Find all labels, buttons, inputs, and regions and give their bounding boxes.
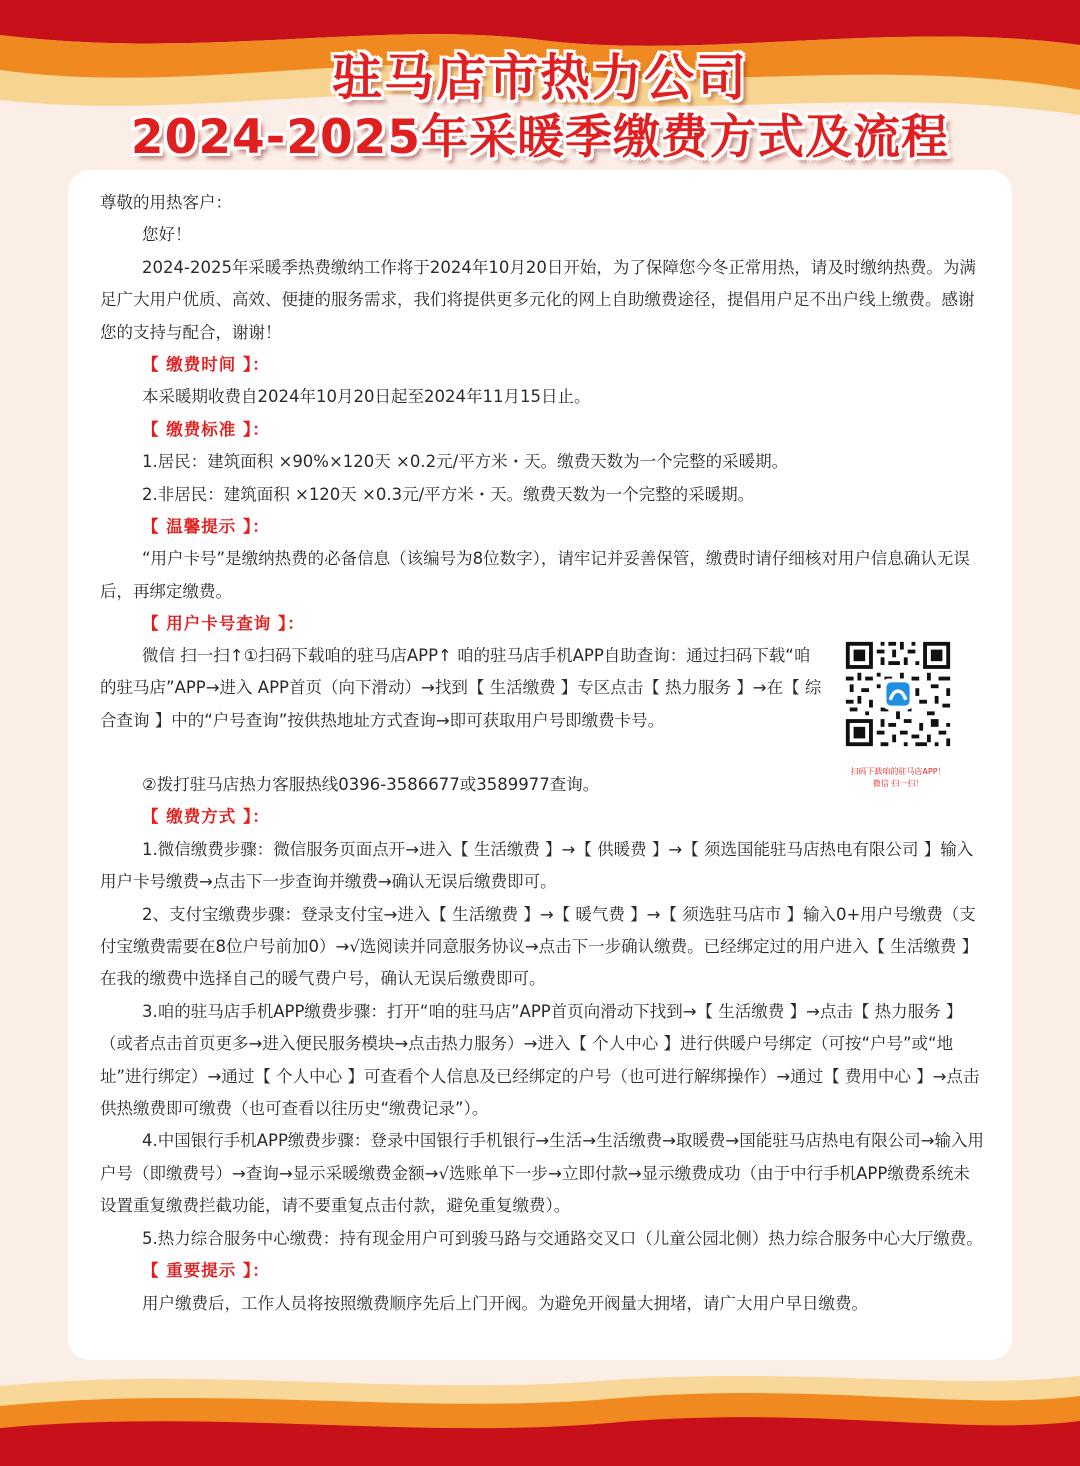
salutation: 尊敬的用热客户：	[100, 193, 232, 212]
tips-text: “用户卡号”是缴纳热费的必备信息（该编号为8位数字），请牢记并妥善保管，缴费时请仔细核对用户信息确认无误后，再绑定缴费。	[100, 549, 970, 601]
card-query-heading: 【 用户卡号查询 】：	[142, 614, 305, 634]
payment-method-item: 3.咱的驻马店手机APP缴费步骤：打开“咱的驻马店”APP首页向滑动下找到→【 生活缴费 】→点击【 热力服务 】（或者点击首页更多→进入便民服务模块→点击热力服务）→进入【 个人中心 】进行供暖户号绑定（可按“户号”或“地址”进行绑定）→通过【 个人中心 】可查看个人信息及已经绑定的户号（也可进行解绑操作）→通过【 费用中心 】→点击供热缴费即可缴费（也可查看以往历史“缴费记录”）。	[100, 1001, 980, 1119]
payment-method-item: 4.中国银行手机APP缴费步骤：登录中国银行手机银行→生活→生活缴费→取暖费→国能驻马店热电有限公司→输入用户号（即缴费号）→查询→显示采暖缴费金额→√选账单下一步→立即付款→显示缴费成功（由于中行手机APP缴费系统未设置重复缴费拦截功能，请不要重复点击付款，避免重复缴费）。	[100, 1131, 985, 1216]
card-query-text: 微信 扫一扫↑①扫码下载咱的驻马店APP↑ 咱的驻马店手机APP自助查询：通过扫码下载“咱的驻马店”APP→进入 APP首页（向下滑动）→找到【 生活缴费 】专区点击【 热力服务 】→在【 综合查询 】中的“户号查询”按供热地址方式查询→即可获取用户号即缴费卡号。	[100, 646, 822, 730]
intro-paragraph: 2024-2025年采暖季热费缴纳工作将于2024年10月20日开始，为了保障您今冬正常用热，请及时缴纳热费。为满足广大用户优质、高效、便捷的服务需求，我们将提供更多元化的网上自助缴费途径，提倡用户足不出户线上缴费。感谢您的支持与配合，谢谢！	[100, 257, 976, 342]
footer-ribbon-decoration	[0, 1356, 1080, 1466]
payment-methods-heading: 【 缴费方式 】：	[142, 807, 270, 827]
qr-code-block	[842, 638, 954, 790]
greeting: 您好！	[142, 225, 192, 245]
important-heading: 【 重要提示 】：	[142, 1261, 270, 1281]
qr-code-icon[interactable]	[842, 638, 954, 750]
payment-time-heading: 【 缴费时间 】：	[142, 355, 270, 375]
content-upper	[100, 187, 986, 641]
page-title-line2: 2024-2025年采暖季缴费方式及流程	[130, 110, 950, 165]
qr-caption-line2: 微信 扫一扫！	[872, 779, 924, 788]
payment-standard-item: 2.非居民：建筑面积 ×120天 ×0.3元/平方米・天。缴费天数为一个完整的采暖期。	[142, 484, 755, 504]
qr-caption-line1: 扫码下载咱的驻马店APP！	[850, 767, 946, 776]
important-text: 用户缴费后，工作人员将按照缴费顺序先后上门开阀。为避免开阀量大拥堵，请广大用户早日缴费。	[142, 1293, 868, 1313]
payment-standard-item: 1.居民：建筑面积 ×90%×120天 ×0.2元/平方米・天。缴费天数为一个完整的采暖期。	[142, 452, 789, 472]
hotline-text: ②拨打驻马店热力客服热线0396-3586677或3589977查询。	[142, 775, 600, 794]
payment-method-item: 5.热力综合服务中心缴费：持有现金用户可到骏马路与交通路交叉口（儿童公园北侧）热力综合服务中心大厅缴费。	[142, 1228, 983, 1248]
payment-method-item: 1.微信缴费步骤：微信服务页面点开→进入【 生活缴费 】→【 供暖费 】→【 须选国能驻马店热电有限公司 】输入用户卡号缴费→点击下一步查询并缴费→确认无误后缴费即可。	[100, 839, 974, 892]
payment-standard-heading: 【 缴费标准 】：	[142, 419, 270, 439]
card-query-content	[100, 640, 826, 737]
content-lower	[100, 769, 986, 1320]
tips-heading: 【 温馨提示 】：	[142, 517, 270, 537]
payment-time-text: 本采暖期收费自2024年10月20日起至2024年11月15日止。	[142, 387, 591, 407]
page-title-line1: 驻马店市热力公司	[332, 49, 748, 107]
payment-method-item: 2、支付宝缴费步骤：登录支付宝→进入【 生活缴费 】→【 暖气费 】→【 须选驻马店市 】输入0+用户号缴费（支付宝缴费需要在8位户号前加0）→√选阅读并同意服务协议→点击下一步确认缴费。已经绑定过的用户进入【 生活缴费 】在我的缴费中选择自己的暖气费户号，确认无误后缴费即可。	[100, 904, 979, 989]
